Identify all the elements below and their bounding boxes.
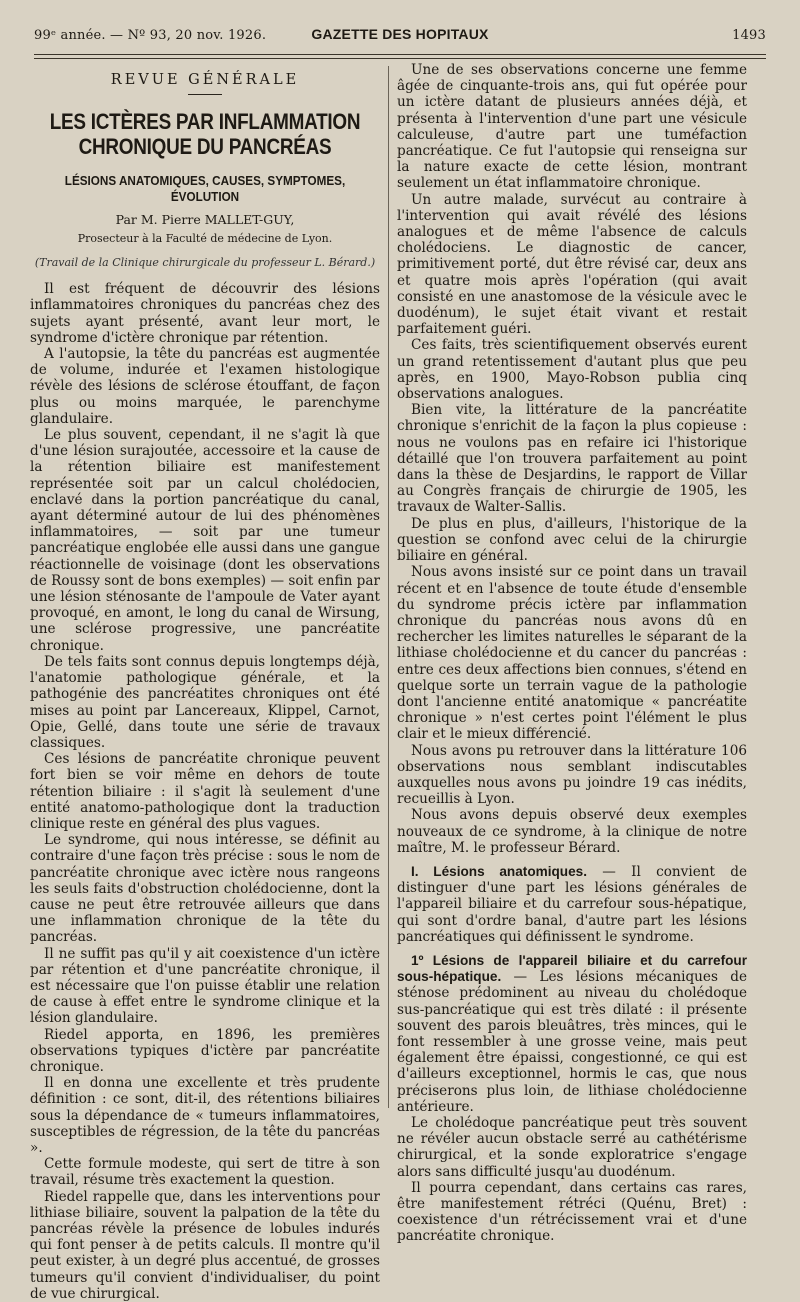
section-one-heading: I. Lésions anatomiques. xyxy=(411,863,587,879)
right-column xyxy=(397,62,747,1245)
paragraph: Il est fréquent de découvrir des lésions inflammatoires chroniques du pancréas chez des sujets ayant présenté, avant leur mort, le syndrome d'ictère chronique par rétention. xyxy=(30,281,380,346)
header-rule xyxy=(34,54,766,55)
paragraph: Riedel apporta, en 1896, les premières observations typiques d'ictère par pancréatite chronique. xyxy=(30,1026,380,1075)
article-origin-note: (Travail de la Clinique chirurgicale du professeur L. Bérard.) xyxy=(34,256,376,270)
left-body-text xyxy=(30,281,380,1302)
paragraph: De tels faits sont connus depuis longtemps déjà, l'anatomie pathologique générale, et la pathogénie des pancréatites chroniques ont été mises au point par Lancereaux, Klippel, Carnot, Opie, Gellé, dans toute une série de travaux classiques. xyxy=(30,653,380,751)
paragraph: Il pourra cependant, dans certains cas rares, être manifestement rétréci (Quénu, Bret) : coexistence d'un rétrécissement vrai et d'une pancréatite chronique. xyxy=(397,1179,747,1245)
paragraph: Nous avons insisté sur ce point dans un travail récent et en l'absence de toute étude d'ensemble du syndrome précis ictère par inflammation chronique du pancréas nous avons dû en rechercher les limites naturelles le séparant de la lithiase cholédocienne et du cancer du pancréas : entre ces deux affections bien connues, s'étend en quelque sorte un terrain vague de la pathologie dont l'ancienne entité anatomique « pancréatite chronique » n'est certes point l'élément le plus clair et le mieux différencié. xyxy=(397,564,747,743)
section-one-paragraph xyxy=(397,864,747,945)
journal-name: GAZETTE DES HOPITAUX xyxy=(311,26,489,42)
column-divider xyxy=(388,66,389,1108)
article-title: LES ICTÈRES PAR INFLAMMATION CHRONIQUE DU PANCRÉAS xyxy=(49,109,361,160)
paragraph: Le plus souvent, cependant, il ne s'agit là que d'une lésion surajoutée, accessoire et la cause de la rétention biliaire est manifestement représentée soit par un calcul cholédocien, enclavé dans la portion pancréatique du canal, ayant déterminé autour de lui des phénomènes inflammatoires, — soit par une tumeur pancréatique englobée elle aussi dans une gangue réactionnelle de voisinage (dont les observations de Roussy sont de bons exemples) — soit enfin par une lésion sténosante de l'ampoule de Vater ayant provoqué, en amont, le long du canal de Wirsung, une sclérose progressive, une pancréatite chronique. xyxy=(30,427,380,654)
paragraph: Il ne suffit pas qu'il y ait coexistence d'un ictère par rétention et d'une pancréatite chronique, il est nécessaire que l'on puisse établir une relation de cause à effet entre le syndrome clinique et la lésion glandulaire. xyxy=(30,945,380,1027)
paragraph: Il en donna une excellente et très prudente définition : ce sont, dit-il, des rétentions biliaires sous la dépendance de « tumeurs inflammatoires, susceptibles de régression, de la tête du pancréas ». xyxy=(30,1075,380,1156)
subsection-one-text: — Les lésions mécaniques de sténose prédominent au niveau du cholédoque sus-pancréatique qui est très dilaté : il présente souvent des parois bleuâtres, très minces, qui le font ressembler à une grosse veine, mais peut également être épaissi, congestionné, ce qui est d'ailleurs exceptionnel, hormis le cas, que nous préciserons plus loin, de lithiase cholédocienne antérieure. xyxy=(397,969,747,1115)
right-tail-text xyxy=(397,1115,747,1245)
paragraph: Une de ses observations concerne une femme âgée de cinquante-trois ans, qui fut opérée pour un ictère datant de plusieurs années déjà, et présenta à l'intervention d'une part une vésicule calculeuse, d'autre part une tuméfaction pancréatique. Ce fut l'autopsie qui renseigna sur la nature exacte de cette lésion, montrant seulement un état inflammatoire chronique. xyxy=(397,62,747,192)
issue-info: 99ᵉ année. — Nº 93, 20 nov. 1926. xyxy=(34,28,267,43)
paragraph: Le syndrome, qui nous intéresse, se définit au contraire d'une façon très précise : sous le nom de pancréatite chronique avec ictère nous rangeons les seuls faits d'obstruction cholédocienne, dont la cause ne peut être retrouvée ailleurs que dans une inflammation chronique de la tête du pancréas. xyxy=(30,832,380,946)
paragraph: Nous avons pu retrouver dans la littérature 106 observations nous semblant indiscutables auxquelles nous avons pu joindre 19 cas inédits, recueillis à Lyon. xyxy=(397,742,747,808)
article-author: Par M. Pierre MALLET-GUY, xyxy=(115,211,295,227)
paragraph: A l'autopsie, la tête du pancréas est augmentée de volume, indurée et l'examen histologique révèle des lésions de sclérose étouffant, de façon plus ou moins marquée, le parenchyme glandulaire. xyxy=(30,346,380,427)
paragraph: Bien vite, la littérature de la pancréatite chronique s'enrichit de la façon la plus copieuse : nous ne voulons pas en refaire ici l'historique détaillé que l'on trouvera parfaitement au point dans la thèse de Desjardins, le rapport de Villar au Congrès français de chirurgie de 1905, les travaux de Walter-Sallis. xyxy=(397,402,747,516)
article-subtitle: LÉSIONS ANATOMIQUES, CAUSES, SYMPTOMES, ÉVOLUTION xyxy=(64,173,346,205)
left-column xyxy=(30,62,380,1302)
author-affiliation: Prosecteur à la Faculté de médecine de Lyon. xyxy=(77,231,333,245)
subsection-one-paragraph xyxy=(397,953,747,1115)
paragraph: Ces lésions de pancréatite chronique peuvent fort bien se voir même en dehors de toute rétention biliaire : il s'agit là seulement d'une entité anatomo-pathologique dont la traduction clinique reste en général des plus vagues. xyxy=(30,751,380,832)
paragraph: Riedel rappelle que, dans les interventions pour lithiase biliaire, souvent la palpation de la tête du pancréas révèle la présence de lobules indurés qui font penser à de petits calculs. Il montre qu'il peut exister, à un degré plus accentué, de grosses tumeurs qu'il convient d'individualiser, du point de vue chirurgical. xyxy=(30,1188,380,1302)
paragraph: Cette formule modeste, qui sert de titre à son travail, résume très exactement la question. xyxy=(30,1156,380,1189)
section-label: REVUE GÉNÉRALE xyxy=(110,72,300,88)
paragraph: Un autre malade, survécut au contraire à l'intervention qui avait révélé des lésions analogues et de même l'absence de calculs cholédociens. Le diagnostic de cancer, primitivement porté, dut être révisé car, deux ans et quatre mois après l'opération (qui avait consisté en une anastomose de la vésicule avec le duodénum), le sujet était vivant et restait parfaitement guéri. xyxy=(397,191,747,338)
title-divider xyxy=(188,94,222,95)
right-body-text xyxy=(397,62,747,856)
subsection-one-heading: 1º Lésions de l'appareil biliaire et du carrefour sous-hépatique. xyxy=(397,952,747,985)
section-one-text: — Il convient de distinguer d'une part les lésions générales de l'appareil biliaire et du carrefour sous-hépatique, qui sont d'ordre banal, d'autre part les lésions pancréatiques qui définissent le syndrome. xyxy=(397,863,747,945)
paragraph: Le cholédoque pancréatique peut très souvent ne révéler aucun obstacle serré au cathétérisme chirurgical, et la sonde exploratrice s'engage alors sans difficulté jusqu'au duodénum. xyxy=(397,1115,747,1180)
paragraph: Nous avons depuis observé deux exemples nouveaux de ce syndrome, à la clinique de notre maître, M. le professeur Bérard. xyxy=(397,807,747,856)
header-rule-double xyxy=(34,58,766,59)
paragraph: Ces faits, très scientifiquement observés eurent un grand retentissement d'autant plus que peu après, en 1900, Mayo-Robson publia cinq observations analogues. xyxy=(397,337,747,403)
page-header xyxy=(34,26,766,48)
paragraph: De plus en plus, d'ailleurs, l'historique de la question se confond avec celui de la chirurgie biliaire en général. xyxy=(397,515,747,565)
page-number: 1493 xyxy=(732,28,766,43)
